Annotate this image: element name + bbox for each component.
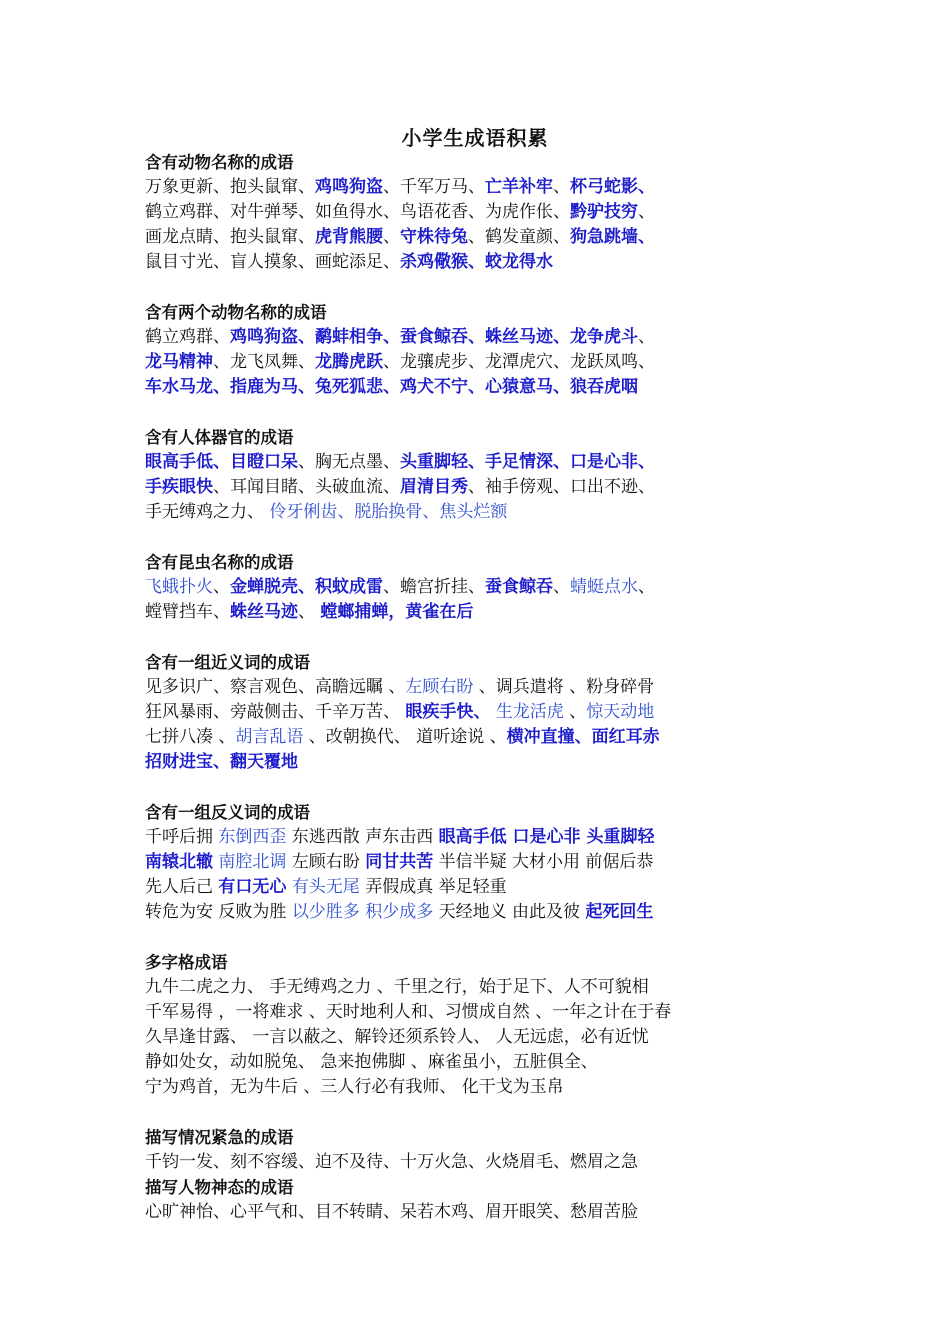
- idiom-section: [145, 1125, 765, 1175]
- highlighted-idiom: 同甘共苦: [365, 852, 434, 872]
- idiom-text: 半信半疑 大材小用 前倨后恭: [433, 852, 654, 872]
- highlighted-idiom: 惊天动地: [586, 702, 655, 722]
- highlighted-idiom: 守株待兔: [400, 227, 468, 247]
- highlighted-idiom: 起死回生: [585, 902, 654, 922]
- highlighted-idiom: 飞蛾扑火: [145, 577, 213, 597]
- idiom-text: 千军易得 ，一将难求 、天时地利人和、习惯成自然 、一年之计在于春: [145, 1002, 672, 1022]
- idiom-text: 七拼八凑 、: [145, 727, 236, 747]
- highlighted-idiom: 金蝉脱壳、积蚊成雷: [230, 577, 383, 597]
- idiom-text: 、: [213, 577, 230, 597]
- section-heading: 含有两个动物名称的成语: [145, 303, 327, 322]
- idiom-line: [145, 1200, 765, 1225]
- idiom-text: 天经地义 由此及彼: [433, 902, 586, 922]
- highlighted-idiom: 蜻蜓点水: [570, 577, 638, 597]
- idiom-line: [145, 675, 765, 700]
- idiom-line: [145, 700, 765, 725]
- idiom-text: 、: [383, 227, 400, 247]
- highlighted-idiom: 龙腾虎跃: [315, 352, 383, 372]
- highlighted-idiom: 头重脚轻、手足情深、口是心非、: [400, 452, 655, 472]
- highlighted-idiom: 东倒西歪: [218, 827, 287, 847]
- highlighted-idiom: 南腔北调: [218, 852, 287, 872]
- section-heading: 含有动物名称的成语: [145, 153, 294, 172]
- section-heading: 含有昆虫名称的成语: [145, 553, 294, 572]
- idiom-text: 、袖手傍观、口出不逊、: [468, 477, 655, 497]
- section-heading: 多字格成语: [145, 953, 228, 972]
- idiom-text: 鹤立鸡群、对牛弹琴、如鱼得水、鸟语花香、为虎作伥、: [145, 202, 570, 222]
- idiom-line: [145, 1050, 765, 1075]
- idiom-text: 、: [638, 202, 655, 222]
- highlighted-idiom: 招财进宝、翻天覆地: [145, 752, 298, 772]
- idiom-line: [145, 500, 765, 525]
- idiom-text: 先人后己: [145, 877, 219, 897]
- page-title: 小学生成语积累: [401, 126, 549, 150]
- idiom-text: 、耳闻目睹、头破血流、: [213, 477, 400, 497]
- idiom-line: [145, 850, 765, 875]
- idiom-text: 鼠目寸光、盲人摸象、画蛇添足、: [145, 252, 400, 272]
- idiom-line: [145, 1075, 765, 1100]
- highlighted-idiom: 有头无尾: [291, 877, 360, 897]
- idiom-text: 见多识广、察言观色、高瞻远瞩 、: [145, 677, 406, 697]
- highlighted-idiom: 眼高手低、目瞪口呆: [145, 452, 298, 472]
- idiom-text: 、调兵遣将 、粉身碎骨: [473, 677, 655, 697]
- idiom-line: [145, 1000, 765, 1025]
- highlighted-idiom: 狗急跳墙、: [570, 227, 655, 247]
- idiom-line: [145, 1025, 765, 1050]
- idiom-line: [145, 600, 765, 625]
- idiom-line: [145, 325, 765, 350]
- highlighted-idiom: 眼高手低 口是心非 头重脚轻: [438, 827, 655, 847]
- idiom-section: [145, 800, 765, 925]
- document-body: [145, 150, 765, 1250]
- idiom-text: 、改朝换代、 道听途说 、: [303, 727, 507, 747]
- highlighted-idiom: 手疾眼快: [145, 477, 213, 497]
- idiom-text: 、: [553, 177, 570, 197]
- idiom-text: 、鹤发童颜、: [468, 227, 570, 247]
- section-heading: 含有一组反义词的成语: [145, 803, 310, 822]
- idiom-text: 左顾右盼: [286, 852, 366, 872]
- idiom-text: 、千军万马、: [383, 177, 485, 197]
- highlighted-idiom: 鸡鸣狗盗、鹬蚌相争、蚕食鲸吞、蛛丝马迹、龙争虎斗: [230, 327, 638, 347]
- idiom-text: 、: [298, 602, 321, 622]
- idiom-line: [145, 825, 765, 850]
- idiom-text: 狂风暴雨、旁敲侧击、千辛万苦、: [145, 702, 406, 722]
- highlighted-idiom: 虎背熊腰: [315, 227, 383, 247]
- idiom-line: [145, 175, 765, 200]
- idiom-text: 手无缚鸡之力、: [145, 502, 270, 522]
- idiom-text: 、: [553, 577, 570, 597]
- idiom-text: 宁为鸡首，无为牛后 、三人行必有我师、 化干戈为玉帛: [145, 1077, 564, 1097]
- idiom-text: 、龙骧虎步、龙潭虎穴、龙跃凤鸣、: [383, 352, 655, 372]
- idiom-line: [145, 750, 765, 775]
- idiom-text: 画龙点睛、抱头鼠窜、: [145, 227, 315, 247]
- highlighted-idiom: 横冲直撞、面红耳赤: [506, 727, 660, 747]
- highlighted-idiom: 生龙活虎: [495, 702, 564, 722]
- highlighted-idiom: 黔驴技穷: [570, 202, 638, 222]
- highlighted-idiom: 伶牙俐齿、脱胎换骨、焦头烂额: [269, 502, 508, 522]
- idiom-line: [145, 575, 765, 600]
- idiom-line: [145, 875, 765, 900]
- highlighted-idiom: 眉清目秀: [400, 477, 468, 497]
- idiom-text: 九牛二虎之力、 手无缚鸡之力 、千里之行，始于足下、人不可貌相: [145, 977, 649, 997]
- section-heading: 描写情况紧急的成语: [145, 1128, 294, 1147]
- idiom-text: 万象更新、抱头鼠窜、: [145, 177, 315, 197]
- idiom-line: [145, 975, 765, 1000]
- idiom-section: [145, 150, 765, 275]
- highlighted-idiom: 杯弓蛇影、: [570, 177, 655, 197]
- idiom-text: 千呼后拥: [145, 827, 219, 847]
- highlighted-idiom: 有口无心: [218, 877, 287, 897]
- highlighted-idiom: 鸡鸣狗盗: [315, 177, 383, 197]
- idiom-section: [145, 950, 765, 1100]
- idiom-line: [145, 900, 765, 925]
- highlighted-idiom: 车水马龙、指鹿为马、兔死狐悲、鸡犬不宁、心猿意马、狼吞虎咽: [145, 377, 638, 397]
- idiom-text: 鹤立鸡群、: [145, 327, 230, 347]
- idiom-section: [145, 300, 765, 400]
- idiom-line: [145, 1150, 765, 1175]
- idiom-text: 、: [638, 577, 655, 597]
- idiom-text: 千钧一发、刻不容缓、迫不及待、十万火急、火烧眉毛、燃眉之急: [145, 1152, 638, 1172]
- idiom-text: 、: [638, 327, 655, 347]
- idiom-text: 弄假成真 举足轻重: [359, 877, 507, 897]
- idiom-line: [145, 375, 765, 400]
- section-heading: 描写人物神态的成语: [145, 1178, 294, 1197]
- idiom-text: 、胸无点墨、: [298, 452, 400, 472]
- highlighted-idiom: 杀鸡儆猴、蛟龙得水: [400, 252, 553, 272]
- idiom-text: 、龙飞凤舞、: [213, 352, 315, 372]
- idiom-section: [145, 650, 765, 775]
- idiom-section: [145, 550, 765, 625]
- idiom-section: [145, 1175, 765, 1225]
- idiom-text: 心旷神怡、心平气和、目不转睛、呆若木鸡、眉开眼笑、愁眉苦脸: [145, 1202, 638, 1222]
- highlighted-idiom: 螳螂捕蝉，黄雀在后: [320, 602, 474, 622]
- highlighted-idiom: 以少胜多 积少成多: [291, 902, 434, 922]
- idiom-line: [145, 450, 765, 475]
- idiom-text: 、: [563, 702, 587, 722]
- idiom-line: [145, 725, 765, 750]
- idiom-line: [145, 200, 765, 225]
- idiom-text: 东逃西散 声东击西: [286, 827, 439, 847]
- idiom-text: 久旱逢甘露、 一言以蔽之、解铃还须系铃人、 人无远虑，必有近忧: [145, 1027, 649, 1047]
- idiom-text: 、蟾宫折挂、: [383, 577, 485, 597]
- section-heading: 含有人体器官的成语: [145, 428, 294, 447]
- section-heading: 含有一组近义词的成语: [145, 653, 310, 672]
- idiom-line: [145, 225, 765, 250]
- idiom-section: [145, 425, 765, 525]
- highlighted-idiom: 眼疾手快、: [405, 702, 491, 722]
- highlighted-idiom: 蚕食鲸吞: [485, 577, 553, 597]
- idiom-text: 静如处女，动如脱兔、 急来抱佛脚 、麻雀虽小，五脏俱全、: [145, 1052, 598, 1072]
- highlighted-idiom: 南辕北辙: [145, 852, 213, 872]
- highlighted-idiom: 龙马精神: [145, 352, 213, 372]
- idiom-line: [145, 350, 765, 375]
- highlighted-idiom: 左顾右盼: [405, 677, 474, 697]
- highlighted-idiom: 胡言乱语: [235, 727, 304, 747]
- idiom-text: 转危为安 反败为胜: [145, 902, 292, 922]
- highlighted-idiom: 亡羊补牢: [485, 177, 553, 197]
- highlighted-idiom: 蛛丝马迹: [230, 602, 298, 622]
- idiom-text: 螳臂挡车、: [145, 602, 230, 622]
- idiom-line: [145, 250, 765, 275]
- idiom-line: [145, 475, 765, 500]
